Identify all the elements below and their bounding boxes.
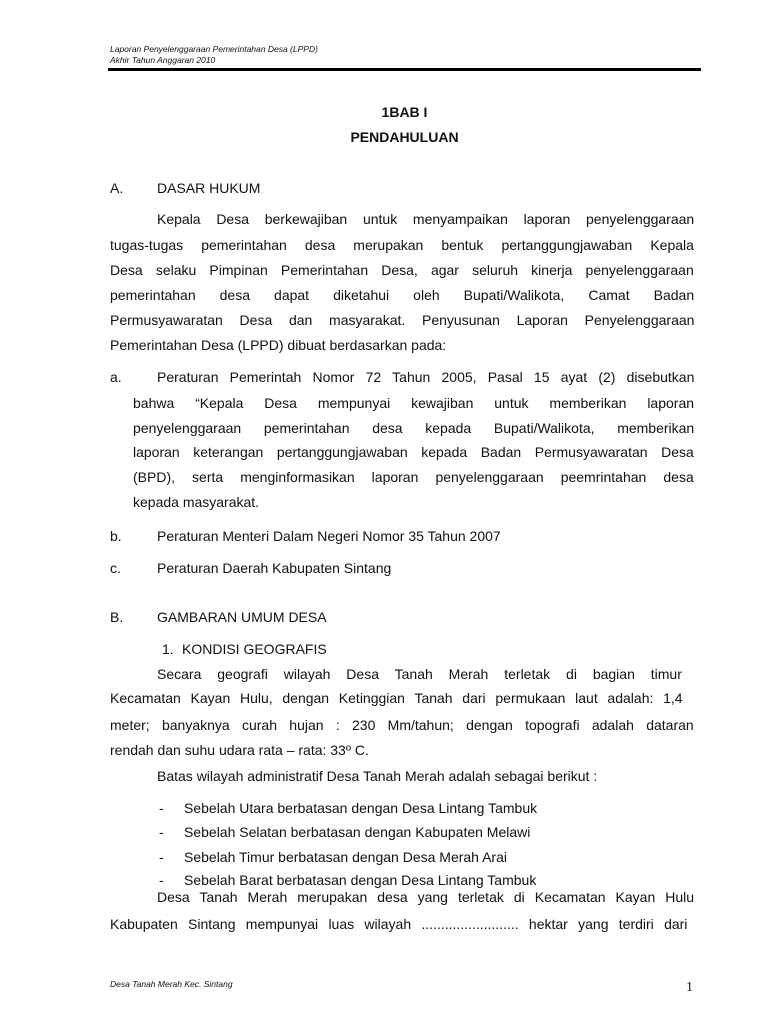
header-rule	[108, 68, 701, 71]
page-number: 1	[686, 980, 693, 995]
item-a-line: laporan keterangan pertanggungjawaban kepada Badan Permusyawaratan Desa	[133, 444, 694, 460]
batas-intro: Batas wilayah administratif Desa Tanah Merah adalah sebagai berikut :	[157, 768, 598, 784]
item-c-text: Peraturan Daerah Kabupaten Sintang	[157, 560, 392, 576]
section-b-marker: B.	[110, 609, 124, 625]
bullet-dash: -	[159, 824, 164, 840]
header-line-1: Laporan Penyelenggaraan Pemerintahan Desa (LPPD)	[110, 44, 318, 54]
sub-1-marker: 1.	[162, 641, 174, 657]
para-line: Desa selaku Pimpinan Pemerintahan Desa, agar seluruh kinerja penyelenggaraan	[110, 262, 694, 278]
geo-line: meter; banyaknya curah hujan : 230 Mm/tahun; dengan topografi adalah dataran	[110, 717, 694, 733]
border-item: Sebelah Selatan berbatasan dengan Kabupaten Melawi	[184, 824, 531, 840]
item-c-marker: c.	[110, 560, 121, 576]
item-a-line: bahwa “Kepala Desa mempunyai kewajiban untuk memberikan laporan	[133, 395, 695, 411]
item-b-marker: b.	[110, 528, 122, 544]
sub-1-heading: KONDISI GEOGRAFIS	[182, 641, 327, 657]
item-a-line: kepada masyarakat.	[133, 494, 260, 510]
item-a-line: Peraturan Pemerintah Nomor 72 Tahun 2005, Pasal 15 ayat (2) disebutkan	[157, 369, 695, 385]
border-item: Sebelah Timur berbatasan dengan Desa Merah Arai	[184, 849, 507, 865]
section-b-heading: GAMBARAN UMUM DESA	[157, 609, 327, 625]
para-line: pemerintahan desa dapat diketahui oleh Bupati/Walikota, Camat Badan	[110, 287, 695, 303]
para-line: Kepala Desa berkewajiban untuk menyampaikan laporan penyelenggaraan	[157, 211, 695, 227]
item-a-marker: a.	[110, 369, 122, 385]
section-a-marker: A.	[110, 180, 124, 196]
closing-line: Kabupaten Sintang mempunyai luas wilayah ......................... hektar yang terdiri dari	[110, 916, 688, 932]
geo-line: Kecamatan Kayan Hulu, dengan Ketinggian Tanah dari permukaan laut adalah: 1,4	[110, 690, 683, 706]
chapter-title: PENDAHULUAN	[350, 129, 459, 145]
geo-line: Secara geografi wilayah Desa Tanah Merah terletak di bagian timur	[157, 666, 682, 682]
running-footer: Desa Tanah Merah Kec. Sintang	[110, 979, 233, 989]
border-item: Sebelah Barat berbatasan dengan Desa Lintang Tambuk	[184, 872, 537, 888]
closing-line: Desa Tanah Merah merupakan desa yang terletak di Kecamatan Kayan Hulu	[157, 889, 695, 905]
section-a-heading: DASAR HUKUM	[157, 180, 261, 196]
bullet-dash: -	[159, 800, 164, 816]
bullet-dash: -	[159, 849, 164, 865]
border-item: Sebelah Utara berbatasan dengan Desa Lintang Tambuk	[184, 800, 538, 816]
running-header	[110, 44, 318, 66]
item-a-line: penyelenggaraan pemerintahan desa kepada Bupati/Walikota, memberikan	[133, 420, 695, 436]
geo-line: rendah dan suhu udara rata – rata: 33º C.	[110, 742, 369, 758]
item-a-line: (BPD), serta menginformasikan laporan penyelenggaraan peemrintahan desa	[133, 469, 694, 485]
bullet-dash: -	[159, 872, 164, 888]
para-line: Pemerintahan Desa (LPPD) dibuat berdasarkan pada:	[110, 337, 447, 353]
para-line: tugas-tugas pemerintahan desa merupakan bentuk pertanggungjawaban Kepala	[110, 237, 694, 253]
header-line-2: Akhir Tahun Anggaran 2010	[110, 55, 216, 65]
para-line: Permusyawaratan Desa dan masyarakat. Penyusunan Laporan Penyelenggaraan	[110, 312, 695, 328]
item-b-text: Peraturan Menteri Dalam Negeri Nomor 35 Tahun 2007	[157, 528, 501, 544]
chapter-number: 1BAB I	[381, 104, 428, 120]
